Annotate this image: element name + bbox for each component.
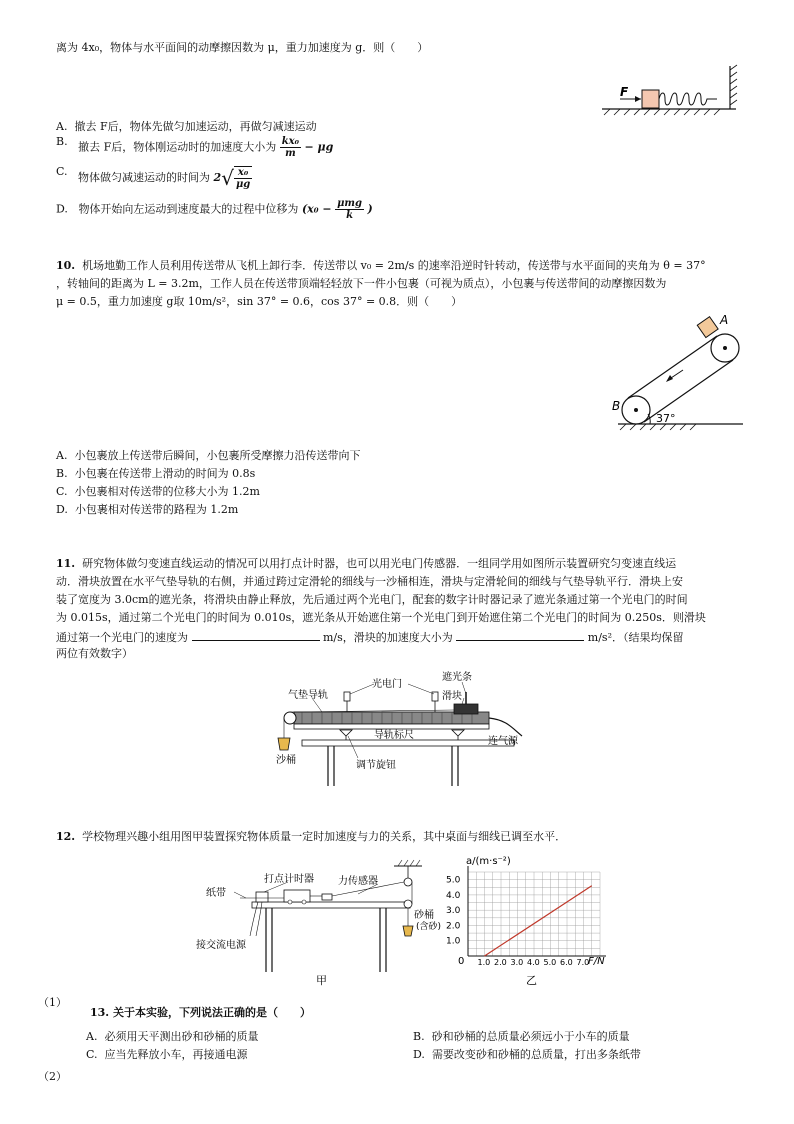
chart-origin-label: 0 (458, 956, 465, 967)
svg-text:导轨标尺: 导轨标尺 (374, 730, 414, 741)
svg-text:37°: 37° (656, 412, 676, 425)
svg-text:力传感器: 力传感器 (338, 876, 378, 887)
series-line (485, 886, 592, 956)
q12-apparatus-figure (190, 856, 442, 986)
q12-graph-a-vs-f (444, 852, 614, 988)
q11-line-5: 通过第一个光电门的速度为 m/s，滑块的加速度大小为 m/s²．（结果均保留 (56, 631, 684, 644)
y-tick-label: 2.0 (446, 921, 461, 932)
chart-y-label: a/(m·s⁻²) (466, 856, 511, 867)
package (697, 317, 718, 338)
svg-text:砂桶: 砂桶 (414, 910, 434, 921)
q11-line-1: 11. 研究物体做匀变速直线运动的情况可以用打点计时器，也可以用光电门传感器．一组同学用如图所示装置研究匀变速直线运 (56, 557, 677, 570)
q9-spring-figure (598, 64, 743, 116)
q9-intro: 离为 4x₀，物体与水平面间的动摩擦因数为 μ，重力加速度为 g．则（ ） (56, 41, 429, 54)
svg-text:沙桶: 沙桶 (276, 755, 296, 766)
spring (659, 93, 717, 105)
chart-series (485, 886, 592, 956)
q9-option-a[interactable]: A. 撤去 F后，物体先做匀加速运动，再做匀减速运动 (56, 120, 317, 133)
q11-airtrack-figure (272, 668, 534, 788)
sand-bucket (278, 738, 290, 750)
y-tick-label: 4.0 (446, 890, 461, 901)
chart-caption: 乙 (526, 974, 537, 987)
q10-line-3: μ = 0.5，重力加速度 g取 10m/s²，sin 37° = 0.6，cos 37° = 0.8．则（ ） (56, 295, 463, 308)
x-tick-label: 6.0 (560, 958, 573, 967)
q9-option-d[interactable]: D. 物体开始向左运动到速度最大的过程中位移为 (x₀ − $\frac{\text{μmg}}{k}$ ) (56, 198, 373, 221)
q13-option-d[interactable]: D. 需要改变砂和砂桶的总质量，打出多条纸带 (413, 1048, 641, 1061)
x-tick-label: 1.0 (477, 958, 491, 967)
svg-text:(含砂): (含砂) (416, 922, 442, 932)
q13-stem: 13. 关于本实验，下列说法正确的是（ ） (90, 1006, 311, 1019)
svg-text:遮光条: 遮光条 (442, 672, 472, 683)
svg-text:光电门: 光电门 (372, 679, 402, 690)
q13-option-c[interactable]: C. 应当先释放小车，再接通电源 (86, 1048, 248, 1061)
svg-text:连气源: 连气源 (488, 736, 518, 747)
block (642, 90, 659, 108)
svg-text:A: A (720, 313, 729, 327)
q11-line-3: 装了宽度为 3.0cm的遮光条，将滑块由静止释放，先后通过两个光电门，配套的数字计时器记录了遮光条通过第一个光电门的时间 (56, 593, 688, 606)
x-tick-label: 4.0 (527, 958, 540, 967)
svg-text:F: F (620, 85, 629, 99)
svg-text:打点计时器: 打点计时器 (264, 874, 314, 885)
cart (284, 890, 310, 902)
q10-line-1: 10. 机场地勤工作人员利用传送带从飞机上卸行李．传送带以 v₀ = 2m/s 的速率沿逆时针转动，传送带与水平面间的夹角为 θ = 37° (56, 259, 706, 272)
q10-option-c[interactable]: C. 小包裹相对传送带的位移大小为 1.2m (56, 485, 260, 498)
svg-text:纸带: 纸带 (206, 888, 226, 899)
sand-bucket-12 (403, 926, 413, 936)
x-tick-label: 5.0 (543, 958, 557, 967)
slider (454, 704, 478, 714)
y-tick-label: 3.0 (446, 906, 461, 917)
q10-option-a[interactable]: A. 小包裹放上传送带后瞬间，小包裹所受摩擦力沿传送带向下 (56, 449, 361, 462)
q11-line-6: 两位有效数字） (56, 647, 133, 660)
svg-text:B: B (612, 399, 621, 413)
answer-blank-acceleration[interactable] (456, 629, 584, 641)
y-tick-label: 1.0 (446, 936, 461, 947)
q13-option-a[interactable]: A. 必须用天平测出砂和砂桶的质量 (86, 1030, 259, 1043)
x-tick-label: 7.0 (576, 958, 590, 967)
svg-text:滑块: 滑块 (442, 691, 462, 702)
q12-intro: 12. 学校物理兴趣小组用图甲装置探究物体质量一定时加速度与力的关系，其中桌面与细线已调至水平． (56, 830, 567, 843)
q11-line-2: 动．滑块放置在水平气垫导轨的右侧，并通过跨过定滑轮的细线与一沙桶相连，滑块与定滑轮间的细线与气垫导轨平行．滑块上安 (56, 575, 683, 588)
q10-line-2: ，转轴间的距离为 L = 3.2m，工作人员在传送带顶端轻轻放下一件小包裹（可视为质点），小包裹与传送带间的动摩擦因数为 (56, 277, 667, 290)
y-tick-label: 5.0 (446, 875, 461, 886)
chart-x-label: F/N (588, 956, 605, 967)
svg-text:甲: 甲 (316, 974, 327, 986)
svg-text:调节旋钮: 调节旋钮 (356, 760, 396, 771)
q10-option-d[interactable]: D. 小包裹相对传送带的路程为 1.2m (56, 503, 239, 516)
q10-conveyor-figure (608, 312, 748, 442)
x-tick-label: 3.0 (510, 958, 524, 967)
q9-option-b[interactable]: B. 撤去 F后，物体刚运动时的加速度大小为 $\frac{\text{kx₀}}{m}$ − μg (56, 134, 334, 159)
sub-question-1-label: （1） (38, 996, 67, 1009)
q9-option-c[interactable]: C. 物体做匀减速运动的时间为 2√ $\frac{\text{x₀}}{\mu g}$ (56, 165, 251, 190)
q13-option-b[interactable]: B. 砂和砂桶的总质量必须远小于小车的质量 (413, 1030, 630, 1043)
answer-blank-velocity[interactable] (192, 629, 320, 641)
chart-grid (468, 872, 600, 956)
svg-text:气垫导轨: 气垫导轨 (288, 690, 328, 701)
q10-option-b[interactable]: B. 小包裹在传送带上滑动的时间为 0.8s (56, 467, 256, 480)
sub-question-2-label: （2） (38, 1070, 67, 1083)
x-tick-label: 2.0 (494, 958, 507, 967)
svg-text:接交流电源: 接交流电源 (196, 940, 246, 951)
q11-line-4: 为 0.015s，通过第二个光电门的时间为 0.010s，遮光条从开始遮住第一个光电门到开始遮住第二个光电门的时间为 0.250s．则滑块 (56, 611, 706, 624)
